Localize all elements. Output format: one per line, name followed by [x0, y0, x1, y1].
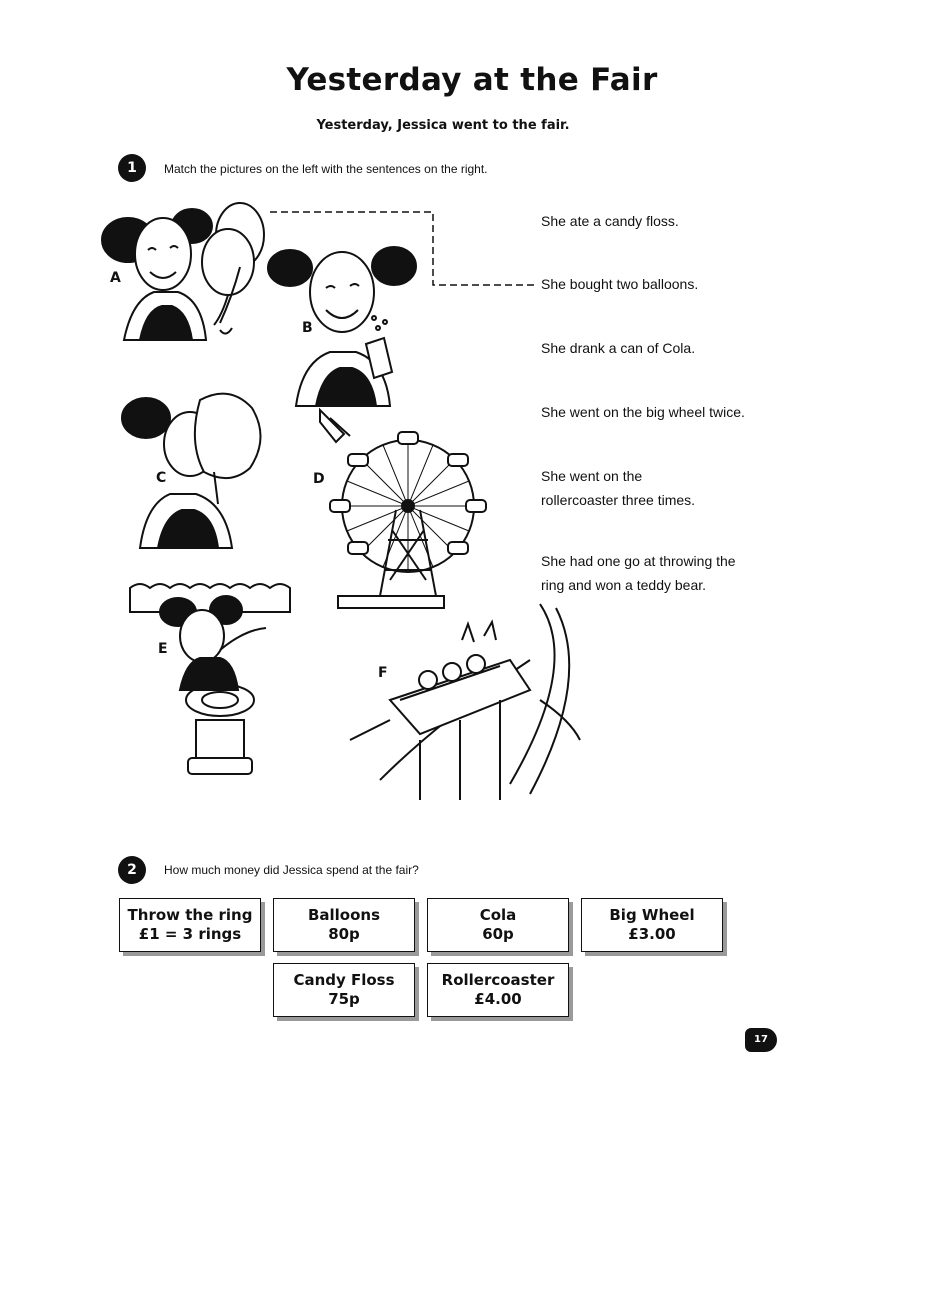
sentence-candy-floss: She ate a candy floss.	[541, 213, 679, 229]
price-box-balloons: Balloons 80p	[273, 898, 415, 952]
picture-label-d: D	[313, 471, 325, 487]
picture-e-throwing-ring-icon	[130, 584, 290, 774]
page-number: 17	[745, 1028, 777, 1052]
price-box-cola: Cola 60p	[427, 898, 569, 952]
price-box-rollercoaster: Rollercoaster £4.00	[427, 963, 569, 1017]
picture-label-c: C	[156, 470, 167, 486]
sentence-rollercoaster: She went on the rollercoaster three times.	[541, 468, 696, 508]
picture-f-rollercoaster-icon	[350, 604, 580, 800]
sentence-big-wheel: She went on the big wheel twice.	[541, 404, 745, 420]
page-subtitle: Yesterday, Jessica went to the fair.	[316, 118, 570, 133]
sentence-throwing-ring: She had one go at throwing the ring and won a teddy bear.	[541, 553, 736, 593]
picture-c-girl-candy-floss-icon	[122, 394, 261, 548]
picture-label-f: F	[378, 665, 388, 681]
sentence-cola: She drank a can of Cola.	[541, 340, 696, 356]
exercise-2-badge: 2	[118, 856, 146, 884]
exercise-2-question: How much money did Jessica spend at the fair?	[164, 863, 419, 877]
sentence-balloons: She bought two balloons.	[541, 276, 699, 292]
picture-a-girl-balloons-icon	[102, 203, 264, 340]
picture-b-girl-cola-icon	[268, 247, 416, 406]
picture-label-b: B	[302, 320, 313, 336]
picture-label-e: E	[158, 641, 168, 657]
picture-d-big-wheel-icon	[320, 410, 486, 608]
price-box-big-wheel: Big Wheel £3.00	[581, 898, 723, 952]
exercise-1-badge: 1	[118, 154, 146, 182]
picture-label-a: A	[110, 270, 121, 286]
price-box-throw-the-ring: Throw the ring £1 = 3 rings	[119, 898, 261, 952]
page-title: Yesterday at the Fair	[286, 62, 658, 98]
exercise-1-instruction: Match the pictures on the left with the sentences on the right.	[164, 162, 488, 176]
price-box-candy-floss: Candy Floss 75p	[273, 963, 415, 1017]
